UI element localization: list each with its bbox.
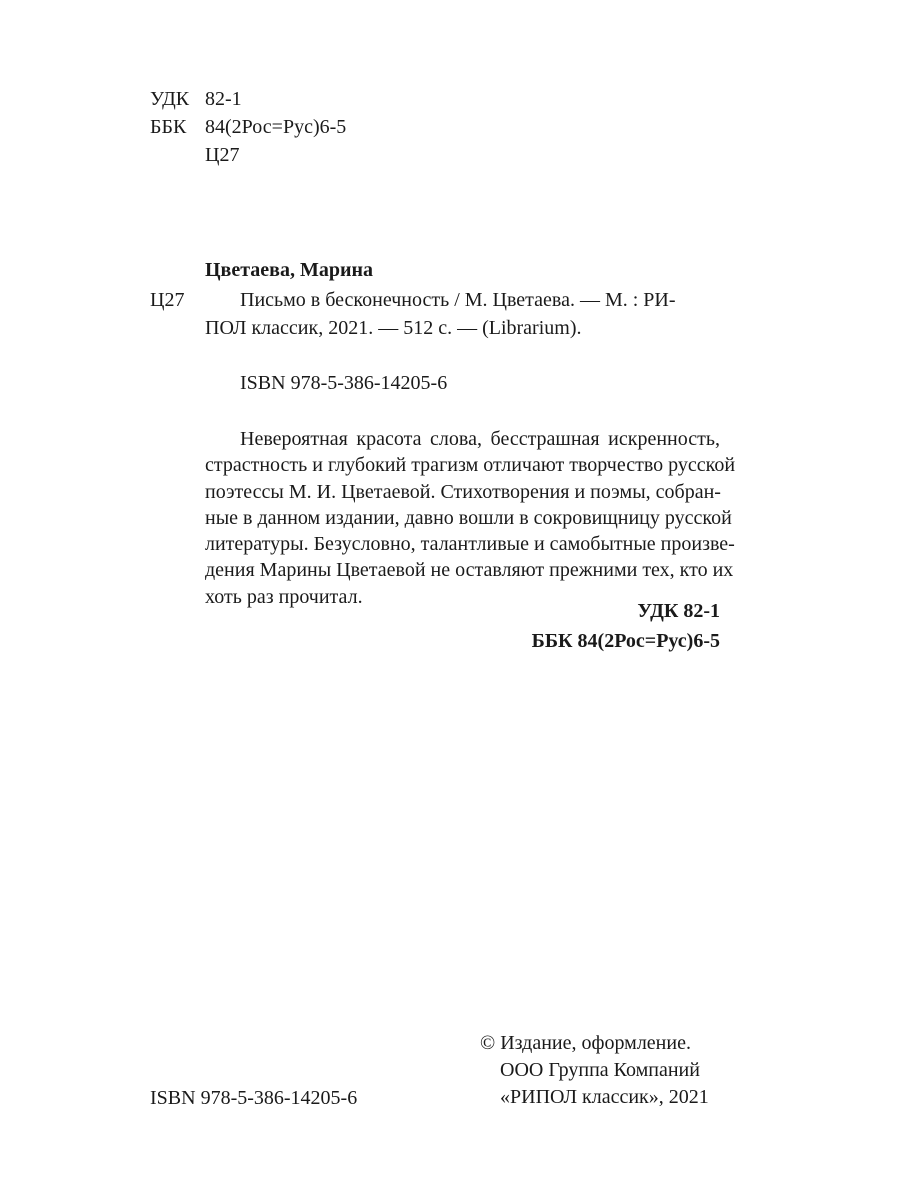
entry-isbn: ISBN 978-5-386-14205-6 (240, 372, 448, 394)
annotation-line: дения Марины Цветаевой не оставляют прежними тех, кто их (205, 559, 734, 582)
udk-label: УДК (150, 88, 190, 110)
author-mark: Ц27 (205, 144, 240, 166)
footer-isbn: ISBN 978-5-386-14205-6 (150, 1087, 358, 1109)
annotation-line: хоть раз прочитал. (205, 585, 363, 608)
annotation-line: ные в данном издании, давно вошли в сокровищницу русской (205, 506, 732, 529)
annotation-line: Невероятная красота слова, бесстрашная искренность, (240, 428, 720, 450)
bbk-value: 84(2Рос=Рус)6-5 (205, 116, 347, 138)
udk-summary: УДК 82-1 (637, 600, 720, 622)
annotation-line: страстность и глубокий трагизм отличают творчество русской (205, 454, 736, 477)
annotation-line: литературы. Безусловно, талантливые и самобытные произве- (205, 533, 735, 556)
entry-title-line-1: Письмо в бесконечность / М. Цветаева. — М. : РИ- (240, 289, 676, 311)
udk-value: 82-1 (205, 88, 242, 110)
entry-code: Ц27 (150, 289, 185, 311)
entry-title-line-2: ПОЛ классик, 2021. — 512 с. — (Librarium). (205, 317, 582, 339)
entry-author: Цветаева, Марина (205, 259, 374, 281)
annotation (205, 426, 736, 610)
copyright-line-2: ООО Группа Компаний (500, 1059, 700, 1081)
annotation-line: поэтессы М. И. Цветаевой. Стихотворения и поэмы, собран- (205, 480, 721, 503)
copyright-line-3: «РИПОЛ классик», 2021 (500, 1086, 709, 1108)
bbk-label: ББК (150, 116, 187, 138)
bbk-summary: ББК 84(2Рос=Рус)6-5 (531, 630, 720, 652)
copyright-line-1: © Издание, оформление. (480, 1032, 691, 1054)
